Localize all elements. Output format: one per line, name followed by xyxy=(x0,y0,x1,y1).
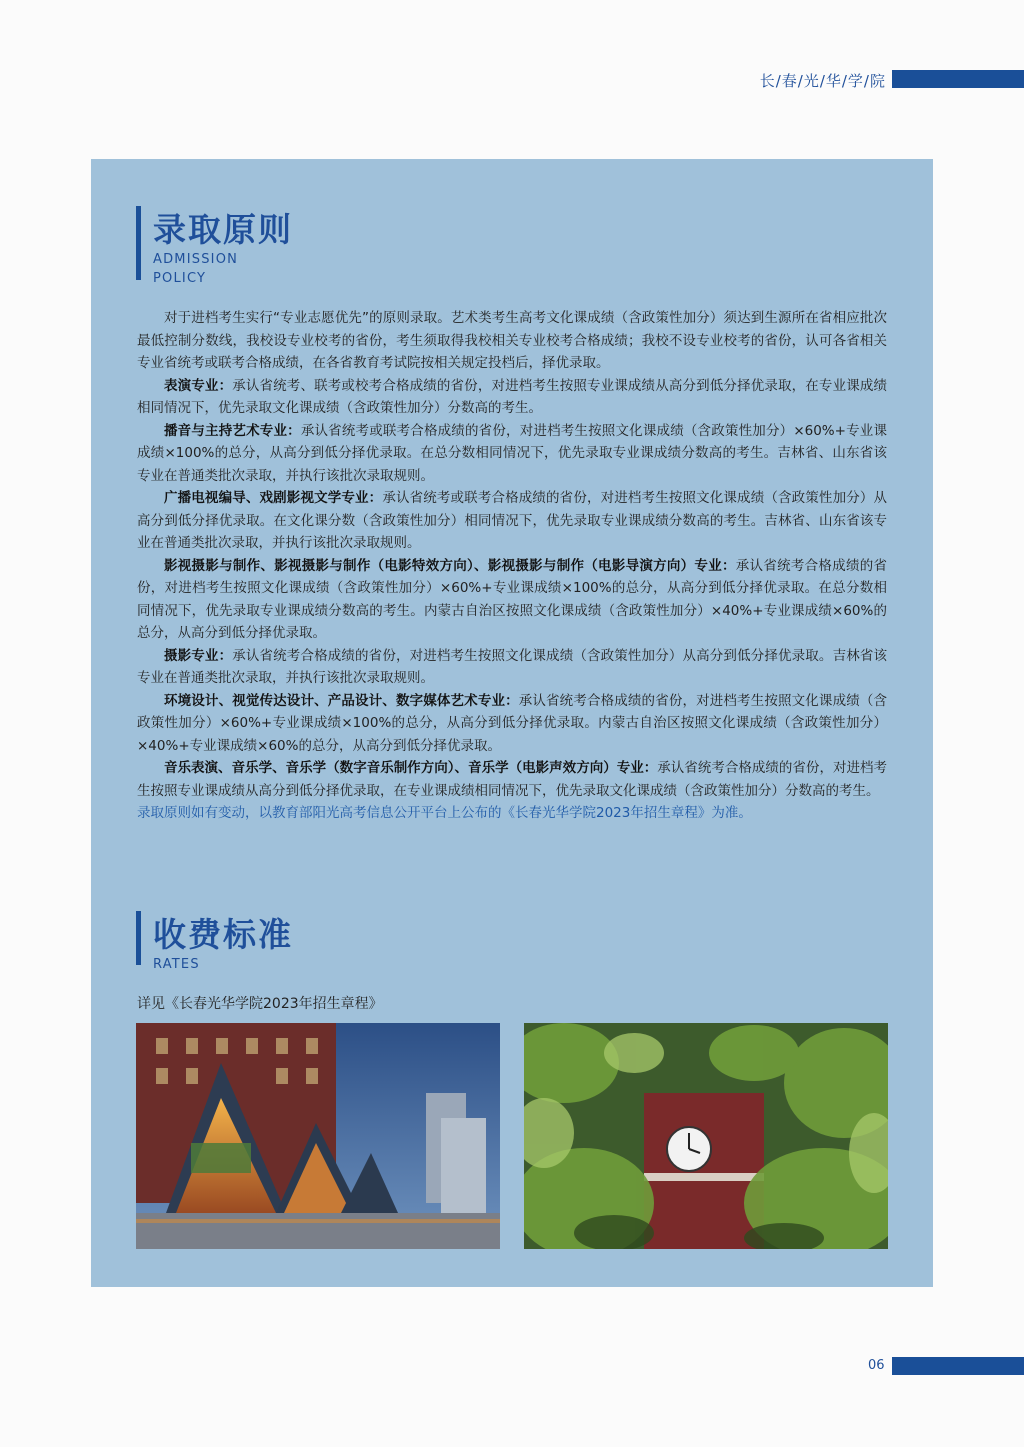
admission-heading-bar xyxy=(136,206,141,280)
rates-text: 详见《长春光华学院2023年招生章程》 xyxy=(137,996,383,1012)
rule-text: 承认省统考合格成绩的省份，对进档考生按照文化课成绩（含政策性加分）×60%+专业课成绩×100%的总分，从高分到低分择优录取。在总分数相同情况下，优先录取专业课成绩分数高的考生。内蒙古自治区按照文化课成绩（含政策性加分）×40%+专业课成绩×60%的总分，从高分到低分择优录取。 xyxy=(137,557,888,641)
admission-subtitle-line2: POLICY xyxy=(153,271,207,286)
admission-rule xyxy=(137,487,887,555)
admission-rule xyxy=(137,375,887,420)
rule-label: 广播电视编导、戏剧影视文学专业： xyxy=(164,490,383,506)
rule-label: 影视摄影与制作、影视摄影与制作（电影特效方向）、影视摄影与制作（电影导演方向）专业： xyxy=(164,557,736,574)
campus-building-illustration xyxy=(136,1023,500,1249)
rule-label: 环境设计、视觉传达设计、产品设计、数字媒体艺术专业： xyxy=(164,692,519,709)
admission-subtitle-line1: ADMISSION xyxy=(153,252,239,267)
admission-note: 录取原则如有变动，以教育部阳光高考信息公开平台上公布的《长春光华学院2023年招生章程》为准。 xyxy=(137,805,752,821)
admission-intro: 对于进档考生实行“专业志愿优先”的原则录取。艺术类考生高考文化课成绩（含政策性加分）须达到生源所在省相应批次最低控制分数线，我校设专业校考的省份，考生须取得我校相关专业校考合格成绩；我校不设专业校考的省份，认可各省相关专业省统考或联考合格成绩，在各省教育考试院按相关规定投档后，择优录取。 xyxy=(137,310,887,371)
footer-accent-bar xyxy=(892,1357,1024,1375)
rates-title: 收费标准 xyxy=(153,915,293,954)
rates-subtitle: RATES xyxy=(153,957,200,972)
rule-text: 承认省统考合格成绩的省份，对进档考生按照专业课成绩从高分到低分择优录取，在专业课成绩相同情况下，优先录取文化课成绩（含政策性加分）分数高的考生。 xyxy=(137,760,888,799)
brand-name: 长/春/光/华/学/院 xyxy=(759,72,886,90)
content-panel xyxy=(91,159,933,1287)
admission-rule xyxy=(137,757,887,802)
rule-text: 承认省统考、联考或校考合格成绩的省份，对进档考生按照专业课成绩从高分到低分择优录取，在专业课成绩相同情况下，优先录取文化课成绩（含政策性加分）分数高的考生。 xyxy=(137,377,888,416)
rule-label: 表演专业： xyxy=(164,377,233,394)
admission-rule xyxy=(137,555,887,645)
header-accent-bar xyxy=(892,70,1024,88)
rule-text: 承认省统考合格成绩的省份，对进档考生按照文化课成绩（含政策性加分）从高分到低分择优录取。吉林省该专业在普通类批次录取，并执行该批次录取规则。 xyxy=(137,647,888,686)
rule-text: 承认省统考或联考合格成绩的省份，对进档考生按照文化课成绩（含政策性加分）从高分到低分择优录取。在文化课分数（含政策性加分）相同情况下，优先录取专业课成绩分数高的考生。吉林省、山东省该专业在普通类批次录取，并执行该批次录取规则。 xyxy=(137,490,888,551)
admission-title: 录取原则 xyxy=(153,210,293,249)
rule-label: 摄影专业： xyxy=(164,647,233,664)
rule-text: 承认省统考或联考合格成绩的省份，对进档考生按照文化课成绩（含政策性加分）×60%+专业课成绩×100%的总分，从高分到低分择优录取。在总分数相同情况下，优先录取专业课成绩分数高的考生。吉林省、山东省该专业在普通类批次录取，并执行该批次录取规则。 xyxy=(137,422,887,484)
page-number: 06 xyxy=(868,1358,885,1373)
admission-rule xyxy=(137,645,887,690)
rule-label: 播音与主持艺术专业： xyxy=(164,422,301,439)
rule-text: 承认省统考合格成绩的省份，对进档考生按照文化课成绩（含政策性加分）×60%+专业课成绩×100%的总分，从高分到低分择优录取。内蒙古自治区按照文化课成绩（含政策性加分）×40%+专业课成绩×60%的总分，从高分到低分择优录取。 xyxy=(137,692,887,754)
admission-body xyxy=(137,307,887,825)
rule-label: 音乐表演、音乐学、音乐学（数字音乐制作方向）、音乐学（电影声效方向）专业： xyxy=(164,760,658,776)
clock-tower-photo xyxy=(524,1023,888,1249)
campus-building-photo xyxy=(136,1023,500,1249)
admission-rule xyxy=(137,690,887,758)
admission-rule xyxy=(137,420,887,488)
rates-heading-bar xyxy=(136,911,141,965)
clock-tower-illustration xyxy=(524,1023,888,1249)
admission-subtitle xyxy=(153,250,313,288)
